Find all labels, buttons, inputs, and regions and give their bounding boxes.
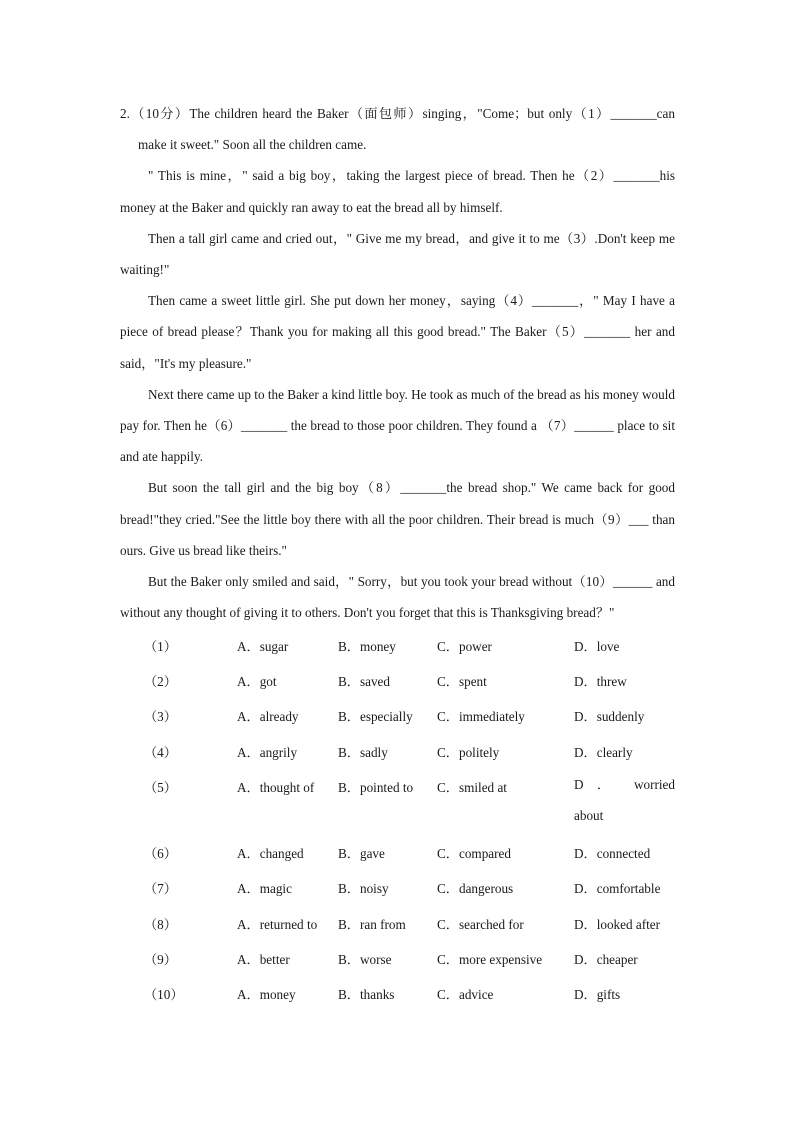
option-b: B．worse — [338, 951, 392, 967]
cloze-passage — [120, 98, 675, 628]
question-row — [120, 628, 680, 663]
option-c: C．searched for — [437, 916, 524, 932]
option-a: A．already — [237, 709, 299, 725]
passage-paragraph-3: Then a tall girl came and cried out，" Give me my bread，and give it to me（3）.Don't keep me waiting!" — [120, 230, 675, 278]
option-a: A．returned to — [237, 916, 318, 932]
option-b: B．noisy — [338, 881, 389, 897]
option-c: C．more expensive — [437, 951, 543, 967]
option-c: C．smiled at — [437, 779, 507, 795]
question-number: （4） — [144, 744, 177, 760]
question-row — [120, 941, 680, 976]
option-b: B．especially — [338, 709, 413, 725]
option-d — [574, 769, 675, 831]
question-number: （3） — [144, 709, 177, 725]
option-c: C．advice — [437, 987, 494, 1002]
option-a: A．money — [237, 987, 296, 1002]
option-d: D．looked after — [574, 916, 661, 932]
option-c: C．dangerous — [437, 881, 514, 897]
question-number: （2） — [144, 674, 177, 690]
question-number: （6） — [144, 846, 177, 862]
question-row — [120, 906, 680, 941]
option-d: D．threw — [574, 674, 627, 690]
option-b: B．ran from — [338, 916, 406, 932]
question-number: （5） — [144, 779, 177, 795]
option-a: A．magic — [237, 881, 292, 897]
option-d: D．cheaper — [574, 951, 638, 967]
answer-options-table — [120, 628, 680, 1011]
option-d: D．clearly — [574, 744, 633, 760]
option-c: C．immediately — [437, 709, 525, 725]
option-d: D．suddenly — [574, 709, 645, 725]
question-row — [120, 698, 680, 733]
question-number: （8） — [144, 916, 177, 932]
option-c: C．spent — [437, 674, 487, 690]
option-d: D．comfortable — [574, 881, 661, 897]
option-a: A．sugar — [237, 639, 289, 654]
passage-paragraph-4: Then came a sweet little girl. She put down her money，saying（4）_______，" May I have a piece of bread please？Thank you for making all this good bread." The Baker（5）_______ her and said，"It's my pleasure." — [120, 293, 675, 371]
option-a: A．angrily — [237, 744, 298, 760]
question-number: （1） — [144, 639, 177, 654]
passage-paragraph-7: But the Baker only smiled and said，" Sorry，but you took your bread without（10）______ and without any thought of giving it to others. Don't you forget that this is Thanksgiving bread？" — [120, 574, 675, 621]
option-b: B．sadly — [338, 744, 388, 760]
passage-paragraph-1: 2.（10分）The children heard the Baker（面包师）singing，"Come；but only（1）_______can make it sweet." Soon all the children came. — [120, 106, 675, 153]
option-b: B．pointed to — [338, 779, 414, 795]
question-number: （9） — [144, 951, 177, 967]
option-c: C．politely — [437, 744, 500, 760]
question-row — [120, 976, 680, 1011]
option-a: A．thought of — [237, 779, 315, 795]
option-a: A．got — [237, 674, 277, 690]
option-c: C．power — [437, 639, 492, 654]
question-row — [120, 870, 680, 905]
option-b: B．saved — [338, 674, 391, 690]
passage-paragraph-6: But soon the tall girl and the big boy（8）_______the bread shop." We came back for good bread!"they cried."See the little boy there with all the poor children. Their bread is much（9）___ than ours. Give us bread like theirs." — [120, 480, 675, 558]
option-c: C．compared — [437, 846, 511, 862]
question-row — [120, 734, 680, 769]
option-a: A．changed — [237, 846, 304, 862]
question-number: （10） — [144, 987, 184, 1002]
passage-paragraph-5: Next there came up to the Baker a kind little boy. He took as much of the bread as his money would pay for. Then he（6）_______ the bread to those poor children. They found a （7）______ place to sit and ate happily. — [120, 386, 675, 465]
question-row — [120, 663, 680, 698]
question-row — [120, 769, 680, 836]
option-b: B．thanks — [338, 987, 395, 1002]
option-d-line-1: D ． worried — [574, 776, 675, 792]
option-d: D．connected — [574, 846, 651, 862]
option-a: A．better — [237, 951, 290, 967]
option-d: D．love — [574, 639, 620, 654]
option-b: B．gave — [338, 846, 385, 862]
question-row — [120, 835, 680, 870]
option-d: D．gifts — [574, 987, 621, 1002]
question-number: （7） — [144, 881, 177, 897]
option-d-line-2: about — [574, 807, 604, 823]
passage-paragraph-2: " This is mine，" said a big boy，taking the largest piece of bread. Then he（2）_______his money at the Baker and quickly ran away to eat the bread all by himself. — [120, 168, 675, 215]
option-b: B．money — [338, 639, 396, 654]
